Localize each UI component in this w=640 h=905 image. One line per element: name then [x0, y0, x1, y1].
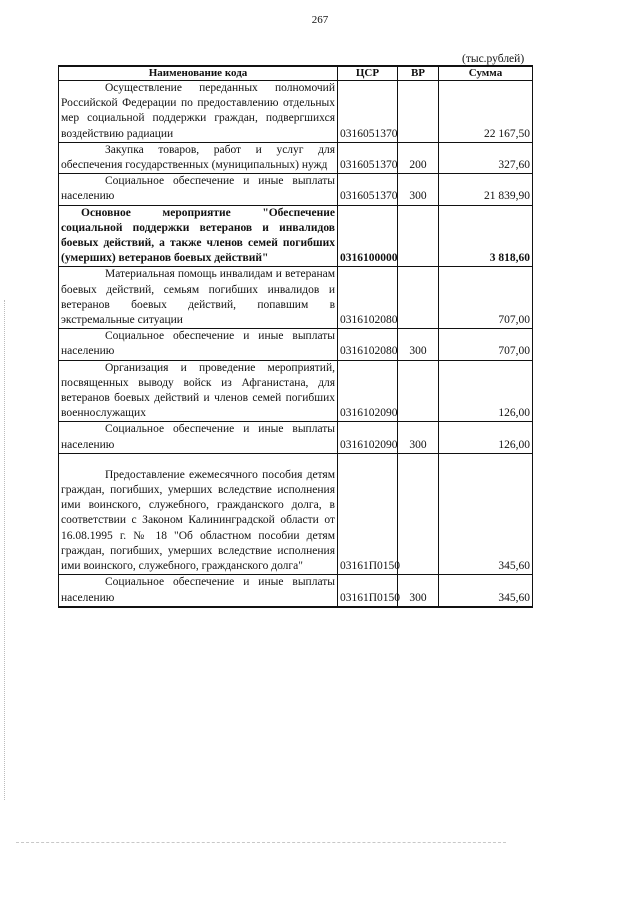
cell-csr: 0316051370	[338, 142, 398, 173]
header-csr: ЦСР	[338, 66, 398, 81]
table-row-main-event	[59, 205, 533, 267]
table-row	[59, 575, 533, 607]
table-row	[59, 142, 533, 173]
cell-vr	[398, 81, 439, 143]
cell-vr: 300	[398, 422, 439, 453]
cell-vr	[398, 453, 439, 574]
table-row	[59, 422, 533, 453]
budget-table	[58, 65, 533, 608]
cell-sum: 345,60	[439, 575, 533, 607]
header-vr: ВР	[398, 66, 439, 81]
cell-csr: 03161П0150	[338, 575, 398, 607]
cell-csr: 0316051370	[338, 174, 398, 205]
cell-sum: 22 167,50	[439, 81, 533, 143]
cell-vr: 300	[398, 575, 439, 607]
cell-vr	[398, 267, 439, 329]
cell-name: Закупка товаров, работ и услуг для обеспечения государственных (муниципальных) нужд	[59, 142, 338, 173]
cell-vr: 300	[398, 174, 439, 205]
header-name: Наименование кода	[59, 66, 338, 81]
cell-name: Осуществление переданных полномочий Российской Федерации по предоставлению отдельных мер социальной поддержки граждан, подвергшихся воздействию радиации	[59, 81, 338, 143]
cell-csr: 0316100000	[338, 205, 398, 267]
cell-sum: 126,00	[439, 422, 533, 453]
page-number: 267	[311, 14, 329, 26]
cell-name: Социальное обеспечение и иные выплаты населению	[59, 329, 338, 360]
table-header-row	[59, 66, 533, 81]
cell-name: Организация и проведение мероприятий, посвященных выводу войск из Афганистана, для ветеранов боевых действий и членов семей погибших военнослужащих	[59, 360, 338, 422]
cell-vr	[398, 360, 439, 422]
table-row	[59, 360, 533, 422]
cell-sum: 3 818,60	[439, 205, 533, 267]
cell-csr: 0316102080	[338, 267, 398, 329]
cell-csr: 0316102080	[338, 329, 398, 360]
cell-name: Социальное обеспечение и иные выплаты населению	[59, 422, 338, 453]
units-label: (тыс.рублей)	[462, 53, 525, 65]
table-row	[59, 174, 533, 205]
cell-name: Социальное обеспечение и иные выплаты населению	[59, 174, 338, 205]
cell-name: Основное мероприятие "Обеспечение социальной поддержки ветеранов и инвалидов боевых действий, а также членов семей погибших (умерших) ветеранов боевых действий"	[59, 205, 338, 267]
cell-sum: 345,60	[439, 453, 533, 574]
cell-sum: 126,00	[439, 360, 533, 422]
scan-artifact-left-edge	[4, 300, 6, 800]
cell-sum: 327,60	[439, 142, 533, 173]
table-row	[59, 329, 533, 360]
cell-sum: 707,00	[439, 329, 533, 360]
cell-name: Предоставление ежемесячного пособия детям граждан, погибших, умерших вследствие исполнения ими воинского, служебного, гражданского долга, в соответствии с Законом Калининградской области от 16.08.1995 г. № 18 "Об областном пособии детям граждан, погибших, умерших вследствие исполнения ими воинского, служебного, гражданского долга"	[59, 453, 338, 574]
header-sum: Сумма	[439, 66, 533, 81]
table-row	[59, 81, 533, 143]
cell-name: Материальная помощь инвалидам и ветеранам боевых действий, семьям погибших инвалидов и ветеранов боевых действий, попавшим в экстремальные ситуации	[59, 267, 338, 329]
cell-csr: 03161П0150	[338, 453, 398, 574]
table-row	[59, 267, 533, 329]
cell-sum: 707,00	[439, 267, 533, 329]
cell-csr: 0316102090	[338, 422, 398, 453]
cell-csr: 0316102090	[338, 360, 398, 422]
cell-vr	[398, 205, 439, 267]
scan-artifact-bottom-line	[16, 842, 506, 844]
cell-sum: 21 839,90	[439, 174, 533, 205]
cell-name: Социальное обеспечение и иные выплаты населению	[59, 575, 338, 607]
cell-csr: 0316051370	[338, 81, 398, 143]
cell-vr: 300	[398, 329, 439, 360]
cell-vr: 200	[398, 142, 439, 173]
table-row	[59, 453, 533, 574]
